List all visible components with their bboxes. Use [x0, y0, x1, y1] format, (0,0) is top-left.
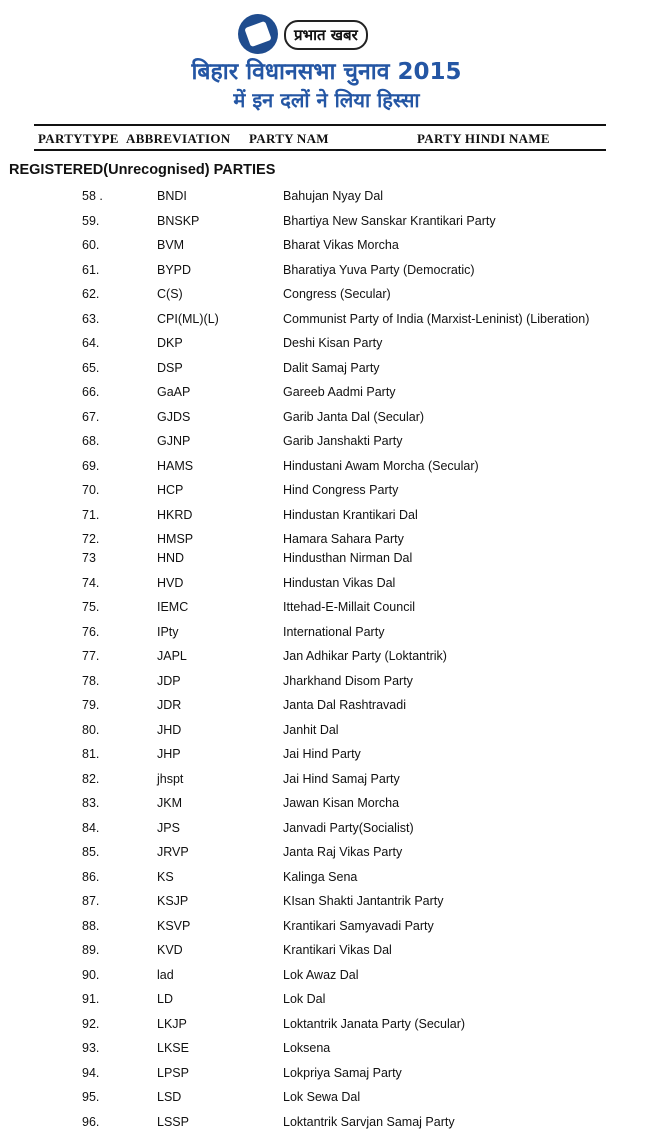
party-abbreviation: HKRD — [157, 507, 193, 522]
party-name: Bhartiya New Sanskar Krantikari Party — [283, 213, 496, 228]
table-row — [0, 818, 653, 840]
party-name: Janvadi Party(Socialist) — [283, 820, 414, 835]
party-number: 68. — [82, 434, 100, 448]
party-name: Deshi Kisan Party — [283, 336, 383, 350]
party-abbreviation: GJNP — [157, 434, 191, 448]
party-number: 92. — [82, 1016, 100, 1031]
party-name: Bharatiya Yuva Party (Democratic) — [283, 262, 475, 277]
table-row — [0, 842, 653, 864]
party-name: Janhit Dal — [283, 722, 339, 737]
party-name: Lok Awaz Dal — [283, 967, 359, 982]
party-abbreviation: LSD — [157, 1090, 182, 1104]
table-row — [0, 891, 653, 913]
party-number: 77. — [82, 649, 100, 663]
party-number: 75. — [82, 600, 100, 614]
party-abbreviation: BVM — [157, 238, 185, 252]
party-abbreviation: KVD — [157, 943, 183, 957]
page-header — [0, 0, 653, 120]
party-abbreviation: JKM — [157, 796, 182, 810]
table-row — [0, 1112, 653, 1134]
column-header-party-hindi-name: PARTY HINDI NAME — [417, 131, 550, 146]
party-name: Jharkhand Disom Party — [283, 673, 413, 688]
logo-text: प्रभात खबर — [284, 20, 368, 50]
party-name: International Party — [283, 624, 385, 639]
party-name: Dalit Samaj Party — [283, 360, 380, 375]
party-abbreviation: HMSP — [157, 532, 194, 546]
party-name: Janta Raj Vikas Party — [283, 845, 403, 859]
section-heading: REGISTERED(Unrecognised) PARTIES — [9, 162, 276, 178]
party-abbreviation: HVD — [157, 575, 184, 590]
party-name: Hindusthan Nirman Dal — [283, 551, 413, 565]
party-abbreviation: jhspt — [157, 771, 184, 786]
party-number: 80. — [82, 722, 100, 737]
party-number: 96. — [82, 1114, 100, 1129]
table-row — [0, 916, 653, 938]
party-name: Bahujan Nyay Dal — [283, 189, 384, 203]
party-abbreviation: DSP — [157, 360, 183, 375]
prabhat-khabar-logo — [238, 10, 368, 58]
party-number: 88. — [82, 918, 100, 933]
party-abbreviation: BNDI — [157, 189, 187, 203]
party-abbreviation: HND — [157, 551, 185, 565]
ballot-box-icon — [238, 14, 278, 54]
party-number: 82. — [82, 771, 100, 786]
table-row — [0, 1087, 653, 1109]
party-abbreviation: GaAP — [157, 385, 191, 399]
party-number: 70. — [82, 483, 100, 497]
party-name: Lokpriya Samaj Party — [283, 1065, 402, 1080]
party-abbreviation: JPS — [157, 820, 180, 835]
party-abbreviation: HCP — [157, 483, 184, 497]
party-name: Hindustan Vikas Dal — [283, 575, 396, 590]
table-row — [0, 407, 653, 429]
party-number: 94. — [82, 1065, 100, 1080]
table-row — [0, 1063, 653, 1085]
table-row — [0, 646, 653, 668]
party-name: KIsan Shakti Jantantrik Party — [283, 894, 444, 908]
party-number: 59. — [82, 213, 100, 228]
table-row — [0, 989, 653, 1011]
table-row — [0, 622, 653, 644]
party-abbreviation: JHD — [157, 722, 182, 737]
party-number: 71. — [82, 507, 100, 522]
column-header-abbreviation: ABBREVIATION — [126, 131, 231, 146]
party-name: Jai Hind Party — [283, 747, 361, 761]
party-abbreviation: KS — [157, 869, 174, 884]
party-number: 72. — [82, 532, 100, 546]
table-row — [0, 480, 653, 502]
page-subtitle: में इन दलों ने लिया हिस्सा — [233, 88, 420, 112]
table-row — [0, 1014, 653, 1036]
party-number: 63. — [82, 311, 100, 326]
table-row — [0, 382, 653, 404]
party-number: 86. — [82, 869, 100, 884]
table-row — [0, 456, 653, 478]
party-number: 84. — [82, 820, 100, 835]
party-name: Loksena — [283, 1041, 331, 1055]
party-abbreviation: BYPD — [157, 262, 192, 277]
table-row — [0, 793, 653, 815]
page-title: बिहार विधानसभा चुनाव 2015 — [191, 59, 462, 85]
party-name: Gareeb Aadmi Party — [283, 385, 396, 399]
party-name: Jai Hind Samaj Party — [283, 771, 400, 786]
party-abbreviation: KSVP — [157, 918, 191, 933]
party-number: 65. — [82, 360, 100, 375]
party-abbreviation: KSJP — [157, 894, 189, 908]
party-number: 83. — [82, 796, 100, 810]
party-number: 79. — [82, 698, 100, 712]
party-name: Hamara Sahara Party — [283, 532, 404, 546]
table-row — [0, 333, 653, 355]
table-row — [0, 769, 653, 791]
table-row — [0, 211, 653, 233]
party-number: 76. — [82, 624, 100, 639]
party-name: Janta Dal Rashtravadi — [283, 698, 406, 712]
party-number: 74. — [82, 575, 100, 590]
party-number: 62. — [82, 287, 100, 301]
party-abbreviation: IPty — [157, 624, 179, 639]
party-abbreviation: lad — [157, 967, 174, 982]
header-rule-bottom — [34, 149, 606, 151]
party-abbreviation: LKSE — [157, 1041, 189, 1055]
table-row — [0, 358, 653, 380]
table-row — [0, 505, 653, 527]
table-row — [0, 260, 653, 282]
table-row — [0, 867, 653, 889]
party-number: 89. — [82, 943, 100, 957]
party-abbreviation: JRVP — [157, 845, 189, 859]
party-name: Hind Congress Party — [283, 483, 399, 497]
table-row — [0, 309, 653, 331]
party-name: Congress (Secular) — [283, 287, 391, 301]
column-header-partytype: PARTYTYPE — [38, 131, 119, 146]
table-row — [0, 235, 653, 257]
party-number: 73 — [82, 551, 96, 565]
party-name: Bharat Vikas Morcha — [283, 238, 399, 252]
party-abbreviation: LD — [157, 992, 173, 1006]
header-rule-top — [34, 124, 606, 126]
table-row — [0, 695, 653, 717]
party-abbreviation: LPSP — [157, 1065, 189, 1080]
table-row — [0, 284, 653, 306]
party-name: Garib Janta Dal (Secular) — [283, 409, 425, 424]
party-abbreviation: BNSKP — [157, 213, 200, 228]
party-number: 93. — [82, 1041, 100, 1055]
party-number: 95. — [82, 1090, 100, 1104]
party-number: 91. — [82, 992, 100, 1006]
party-abbreviation: DKP — [157, 336, 183, 350]
party-number: 66. — [82, 385, 100, 399]
column-header-party-name: PARTY NAM — [249, 131, 329, 146]
party-name: Krantikari Vikas Dal — [283, 943, 392, 957]
party-name: Jan Adhikar Party (Loktantrik) — [283, 649, 447, 663]
party-abbreviation: GJDS — [157, 409, 191, 424]
party-abbreviation: IEMC — [157, 600, 189, 614]
party-name: Krantikari Samyavadi Party — [283, 918, 434, 933]
party-name: Loktantrik Sarvjan Samaj Party — [283, 1114, 455, 1129]
table-row — [0, 597, 653, 619]
table-row — [0, 720, 653, 742]
party-name: Loktantrik Janata Party (Secular) — [283, 1016, 466, 1031]
party-name: Hindustani Awam Morcha (Secular) — [283, 458, 479, 473]
party-number: 67. — [82, 409, 100, 424]
table-row — [0, 1038, 653, 1060]
table-row — [0, 431, 653, 453]
table-row — [0, 940, 653, 962]
party-abbreviation: JAPL — [157, 649, 187, 663]
party-name: Garib Janshakti Party — [283, 434, 403, 448]
party-name: Lok Sewa Dal — [283, 1090, 361, 1104]
party-number: 69. — [82, 458, 100, 473]
party-abbreviation: HAMS — [157, 458, 194, 473]
party-abbreviation: C(S) — [157, 287, 183, 301]
table-row — [0, 548, 653, 570]
party-name: Jawan Kisan Morcha — [283, 796, 400, 810]
party-abbreviation: LKJP — [157, 1016, 187, 1031]
party-abbreviation: JHP — [157, 747, 181, 761]
table-row — [0, 186, 653, 208]
party-name: Hindustan Krantikari Dal — [283, 507, 418, 522]
party-number: 58 . — [82, 189, 103, 203]
party-number: 81. — [82, 747, 100, 761]
party-name: Communist Party of India (Marxist-Leninist) (Liberation) — [283, 311, 590, 326]
table-row — [0, 671, 653, 693]
party-number: 64. — [82, 336, 100, 350]
party-name: Ittehad-E-Millait Council — [283, 600, 415, 614]
table-row — [0, 573, 653, 595]
party-number: 85. — [82, 845, 100, 859]
party-number: 90. — [82, 967, 100, 982]
party-number: 61. — [82, 262, 100, 277]
party-number: 87. — [82, 894, 100, 908]
party-abbreviation: JDR — [157, 698, 182, 712]
party-number: 78. — [82, 673, 100, 688]
party-name: Kalinga Sena — [283, 869, 358, 884]
party-abbreviation: CPI(ML)(L) — [157, 311, 219, 326]
party-abbreviation: JDP — [157, 673, 181, 688]
party-abbreviation: LSSP — [157, 1114, 189, 1129]
table-row — [0, 965, 653, 987]
party-name: Lok Dal — [283, 992, 326, 1006]
table-row — [0, 744, 653, 766]
party-number: 60. — [82, 238, 100, 252]
